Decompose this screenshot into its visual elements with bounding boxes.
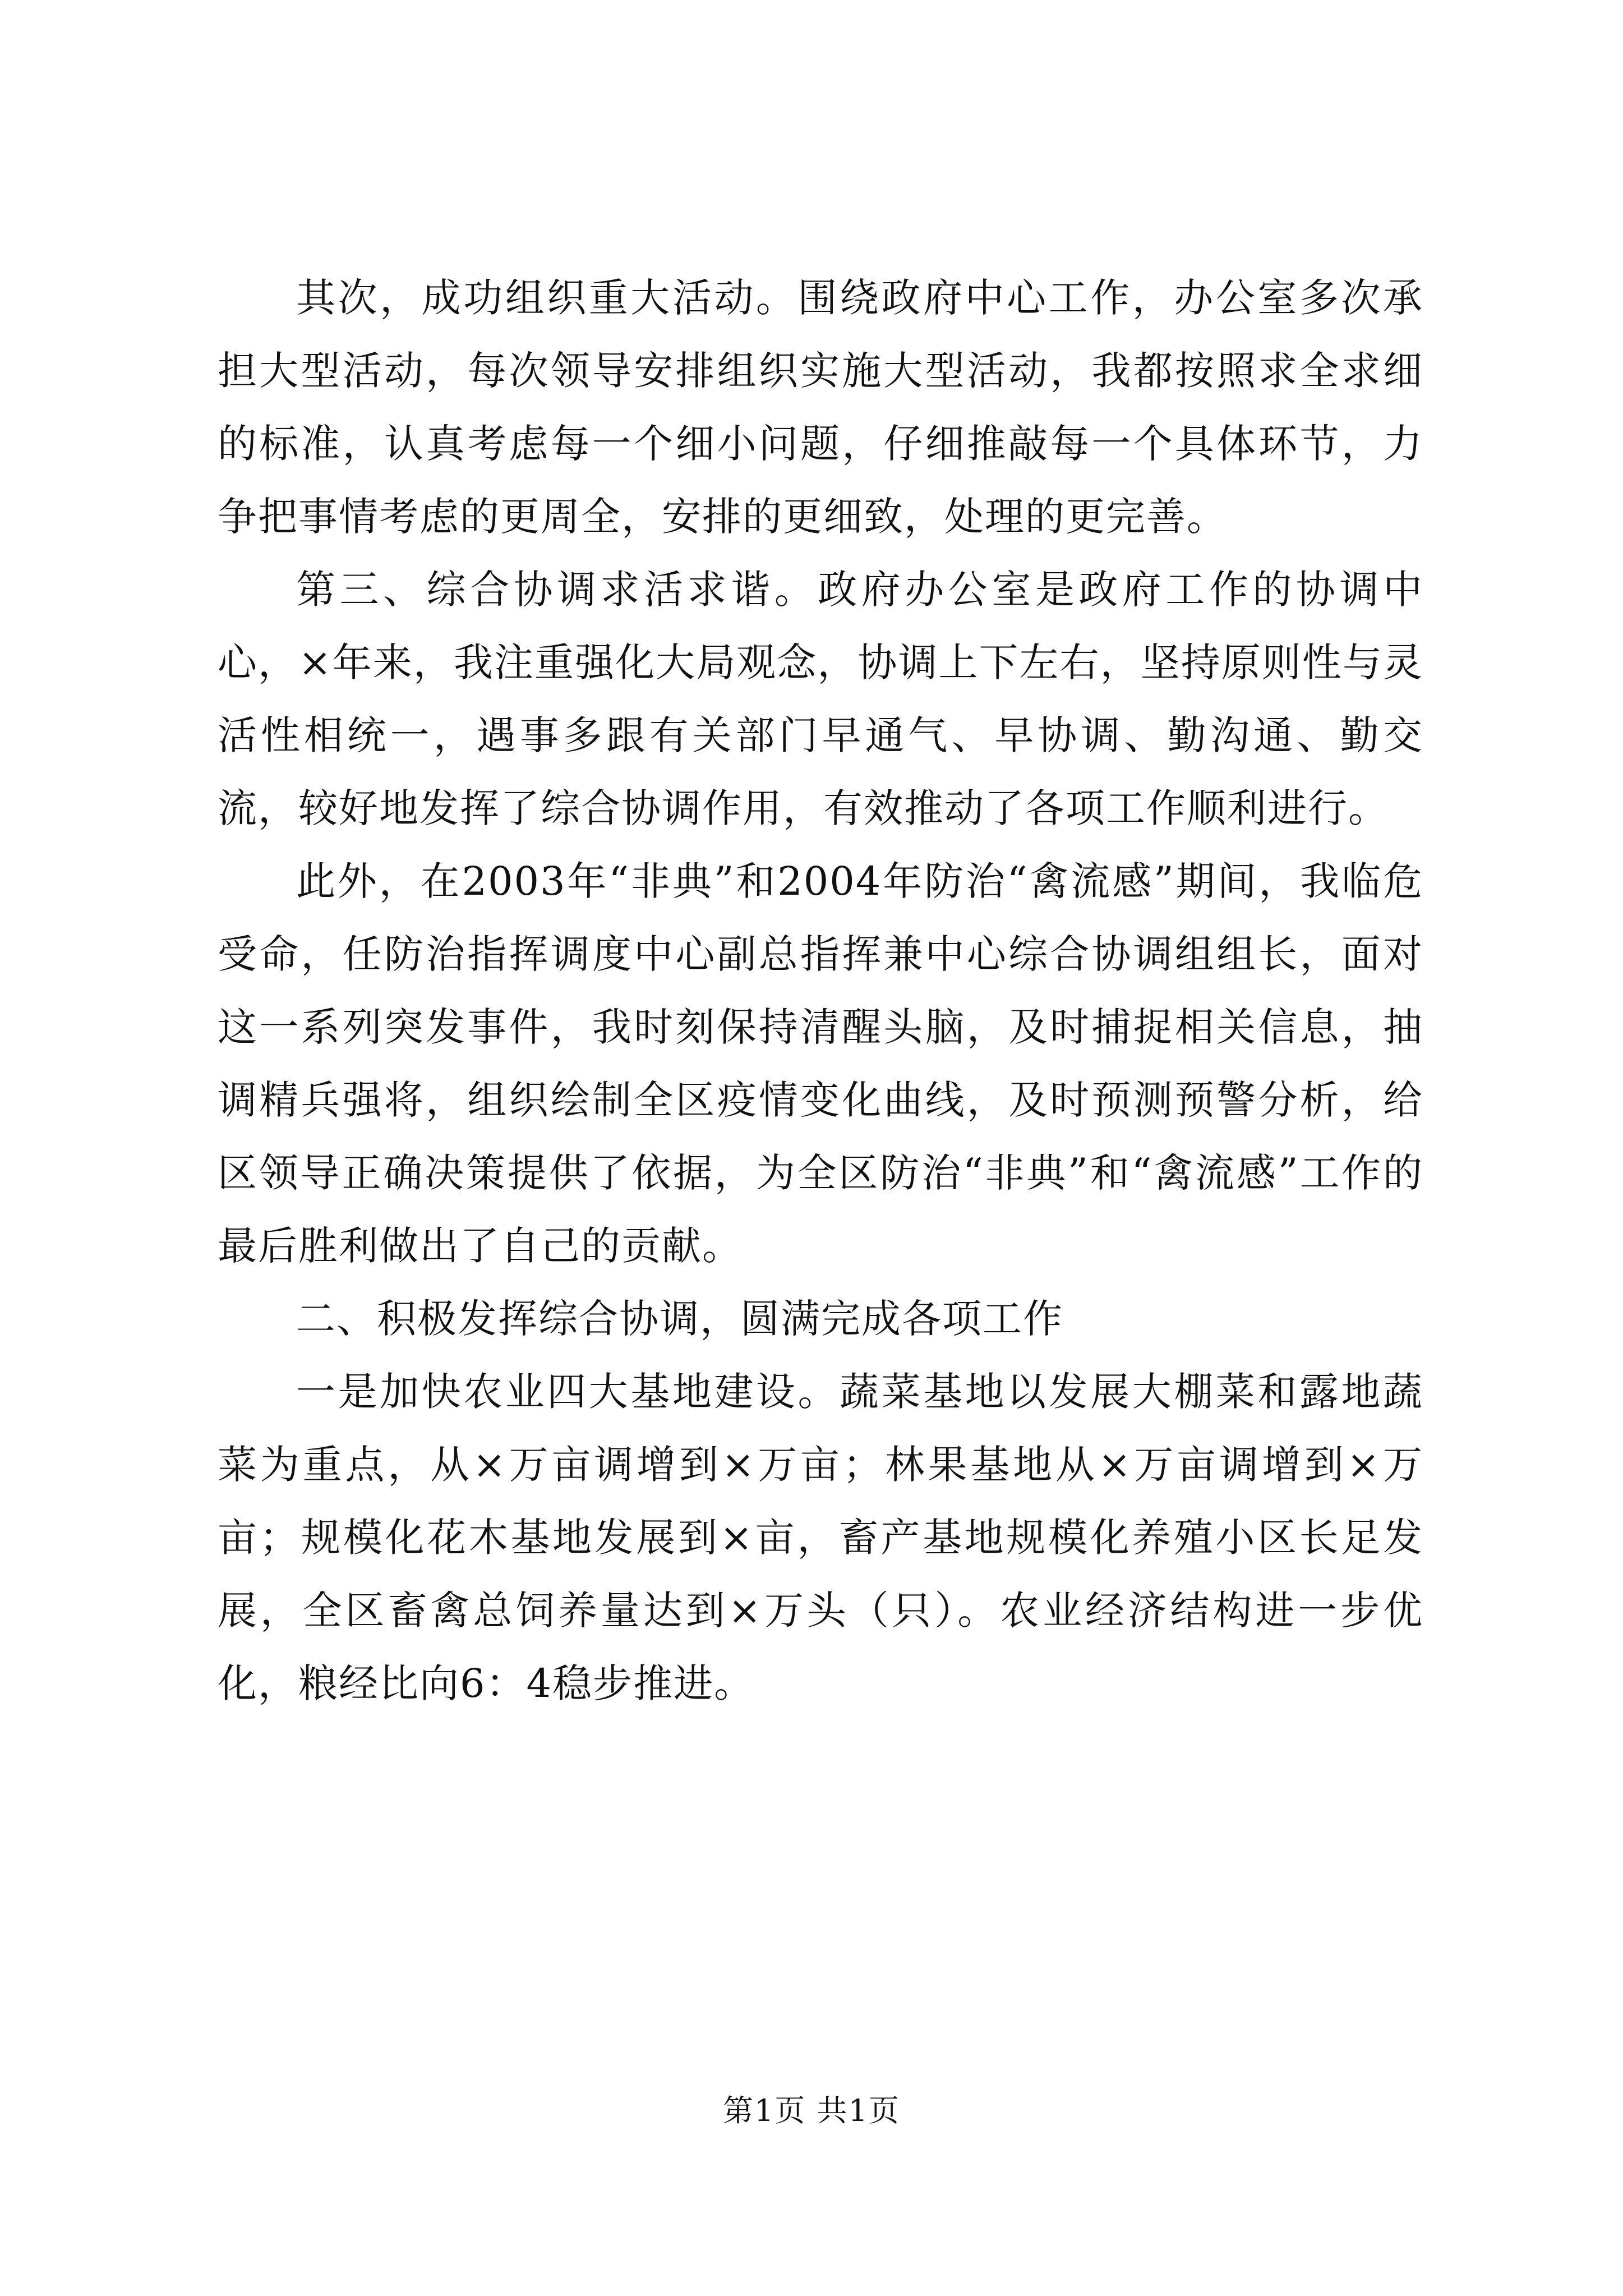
document-body: [218, 261, 1423, 1720]
paragraph-epidemic-response: 此外，在2003年“非典”和2004年防治“禽流感”期间，我临危受命，任防治指挥调度中心副总指挥兼中心综合协调组组长，面对这一系列突发事件，我时刻保持清醒头脑，及时捕捉相关信息，抽调精兵强将，组织绘制全区疫情变化曲线，及时预测预警分析，给区领导正确决策提供了依据，为全区防治“非典”和“禽流感”工作的最后胜利做出了自己的贡献。: [218, 858, 1423, 1269]
paragraph-major-activities: 其次，成功组织重大活动。围绕政府中心工作，办公室多次承担大型活动，每次领导安排组织实施大型活动，我都按照求全求细的标准，认真考虑每一个细小问题，仔细推敲每一个具体环节，力争把事情考虑的更周全，安排的更细致，处理的更完善。: [218, 275, 1423, 540]
section-heading: 二、积极发挥综合协调，圆满完成各项工作: [296, 1296, 1063, 1342]
paragraph-coordination: 第三、综合协调求活求谐。政府办公室是政府工作的协调中心，×年来，我注重强化大局观念，协调上下左右，坚持原则性与灵活性相统一，遇事多跟有关部门早通气、早协调、勤沟通、勤交流，较好地发挥了综合协调作用，有效推动了各项工作顺利进行。: [218, 567, 1423, 831]
page-footer: 第1页 共1页: [723, 2093, 900, 2128]
paragraph-agriculture-bases: 一是加快农业四大基地建设。蔬菜基地以发展大棚菜和露地蔬菜为重点，从×万亩调增到×万亩；林果基地从×万亩调增到×万亩；规模化花木基地发展到×亩，畜产基地规模化养殖小区长足发展，全区畜禽总饲养量达到×万头（只）。农业经济结构进一步优化，粮经比向6：4稳步推进。: [218, 1369, 1423, 1706]
